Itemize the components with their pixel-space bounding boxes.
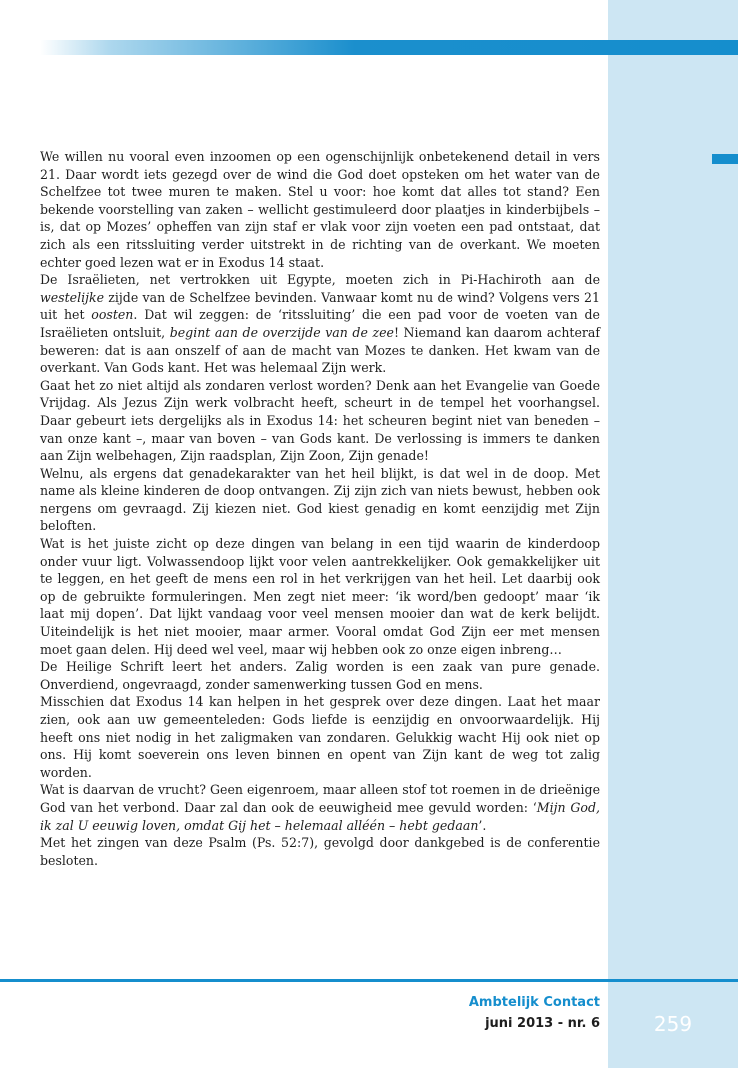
- journal-title: Ambtelijk Contact: [468, 995, 600, 1010]
- text-segment: Gaat het zo niet altijd als zondaren verlost worden? Denk aan het Evangelie van Goede Vrijdag. Als Jezus Zijn werk volbracht heeft, scheurt in de tempel het voorhangsel. Daar gebeurt iets dergelijks als in Exodus 14: het scheuren begint niet van beneden – van onze kant –, maar van boven – van Gods kant. De verlossing is immers te danken aan Zijn welbehagen, Zijn raadsplan, Zijn Zoon, Zijn genade!: [40, 377, 600, 464]
- top-accent-bar: [40, 40, 738, 55]
- page-number: 259: [653, 1012, 693, 1036]
- paragraph: [40, 658, 600, 693]
- emphasis-text: oosten: [91, 307, 134, 323]
- emphasis-text: westelijke: [40, 289, 105, 305]
- text-segment: zijde van de Schelfzee bevinden. Vanwaar komt nu de wind? Volgens vers 21 uit het: [40, 289, 600, 323]
- text-segment: ! Niemand kan daarom achteraf beweren: dat is aan onszelf of aan de macht van Mozes te danken. Het kwam van de overkant. Van Gods kant. Het was helemaal Zijn werk.: [40, 324, 600, 376]
- paragraph: [40, 535, 600, 658]
- text-segment: Welnu, als ergens dat genadekarakter van het heil blijkt, is dat wel in de doop. Met name als kleine kinderen de doop ontvangen. Zij zijn zich van niets bewust, hebben ook nergens om gevraagd. Zij kiezen niet. God kiest genadig en komt eenzijdig met Zijn beloften.: [40, 465, 600, 534]
- text-segment: We willen nu vooral even inzoomen op een ogenschijnlijk onbetekenend detail in vers 21. Daar wordt iets gezegd over de wind die God doet opsteken om het water van de Schelfzee tot twee muren te maken. Stel u voor: hoe komt dat alles tot stand? Een bekende voorstelling van zaken – wellicht gestimuleerd door plaatjes in kinderbijbels – is, dat op Mozes’ opheffen van zijn staf er vlak voor zijn voeten een pad ontstaat, dat zich als een ritssluiting verder uitstrekt in de richting van de overkant. We moeten echter goed lezen wat er in Exodus 14 staat.: [40, 149, 600, 270]
- text-segment: . Dat wil zeggen: de ‘ritssluiting’ die een pad voor de voeten van de Israëlieten ontsluit,: [40, 307, 600, 340]
- text-segment: Wat is daarvan de vrucht? Geen eigenroem, maar alleen stof tot roemen in de drieënige God van het verbond. Daar zal dan ook de eeuwigheid mee gevuld worden: ‘: [40, 782, 600, 815]
- side-accent-tab: [712, 154, 738, 164]
- text-segment: ’.: [478, 817, 487, 833]
- issue-info: juni 2013 - nr. 6: [485, 1016, 600, 1031]
- paragraph: [40, 271, 600, 377]
- text-segment: Wat is het juiste zicht op deze dingen van belang in een tijd waarin de kinderdoop onder vuur ligt. Volwassendoop lijkt voor velen aantrekkelijker. Ook gemakkelijker uit te leggen, en het geeft de mens een rol in het verkrijgen van het heil. Let daarbij ook op de gebruikte formuleringen. Men zegt niet meer: ‘ik word/ben gedoopt’ maar ‘ik laat mij dopen’. Dat lijkt vandaag voor veel mensen mooier dan wat de kerk belijdt. Uiteindelijk is het niet mooier, maar armer. Vooral omdat God Zijn eer met mensen moet gaan delen. Hij deed wel veel, maar wij hebben ook zo onze eigen inbreng…: [40, 536, 600, 657]
- paragraph: [40, 834, 600, 869]
- text-segment: Misschien dat Exodus 14 kan helpen in het gesprek over deze dingen. Laat het maar zien, ook aan uw gemeenteleden: Gods liefde is eenzijdig en onvoorwaardelijk. Hij heeft ons niet nodig in het zaligmaken van zondaren. Gelukkig wacht Hij ook niet op ons. Hij komt soeverein ons leven binnen en opent van Zijn kant de weg tot zalig worden.: [40, 694, 600, 780]
- text-segment: Met het zingen van deze Psalm (Ps. 52:7), gevolgd door dankgebed is de conferentie besloten.: [40, 835, 600, 868]
- footer-rule: [0, 979, 738, 982]
- text-segment: De Heilige Schrift leert het anders. Zalig worden is een zaak van pure genade. Onverdiend, ongevraagd, zonder samenwerking tussen God en mens.: [40, 659, 600, 692]
- article-body: [40, 148, 600, 869]
- paragraph: [40, 465, 600, 535]
- emphasis-text: begint aan de overzijde van de zee: [169, 324, 394, 340]
- paragraph: [40, 148, 600, 271]
- text-segment: De Israëlieten, net vertrokken uit Egypte, moeten zich in Pi-Hachiroth aan de: [40, 272, 600, 288]
- paragraph: [40, 781, 600, 834]
- emphasis-text: Mijn God, ik zal U eeuwig loven, omdat Gij het – helemaal alléén – hebt gedaan: [40, 799, 600, 833]
- paragraph: [40, 693, 600, 781]
- paragraph: [40, 377, 600, 465]
